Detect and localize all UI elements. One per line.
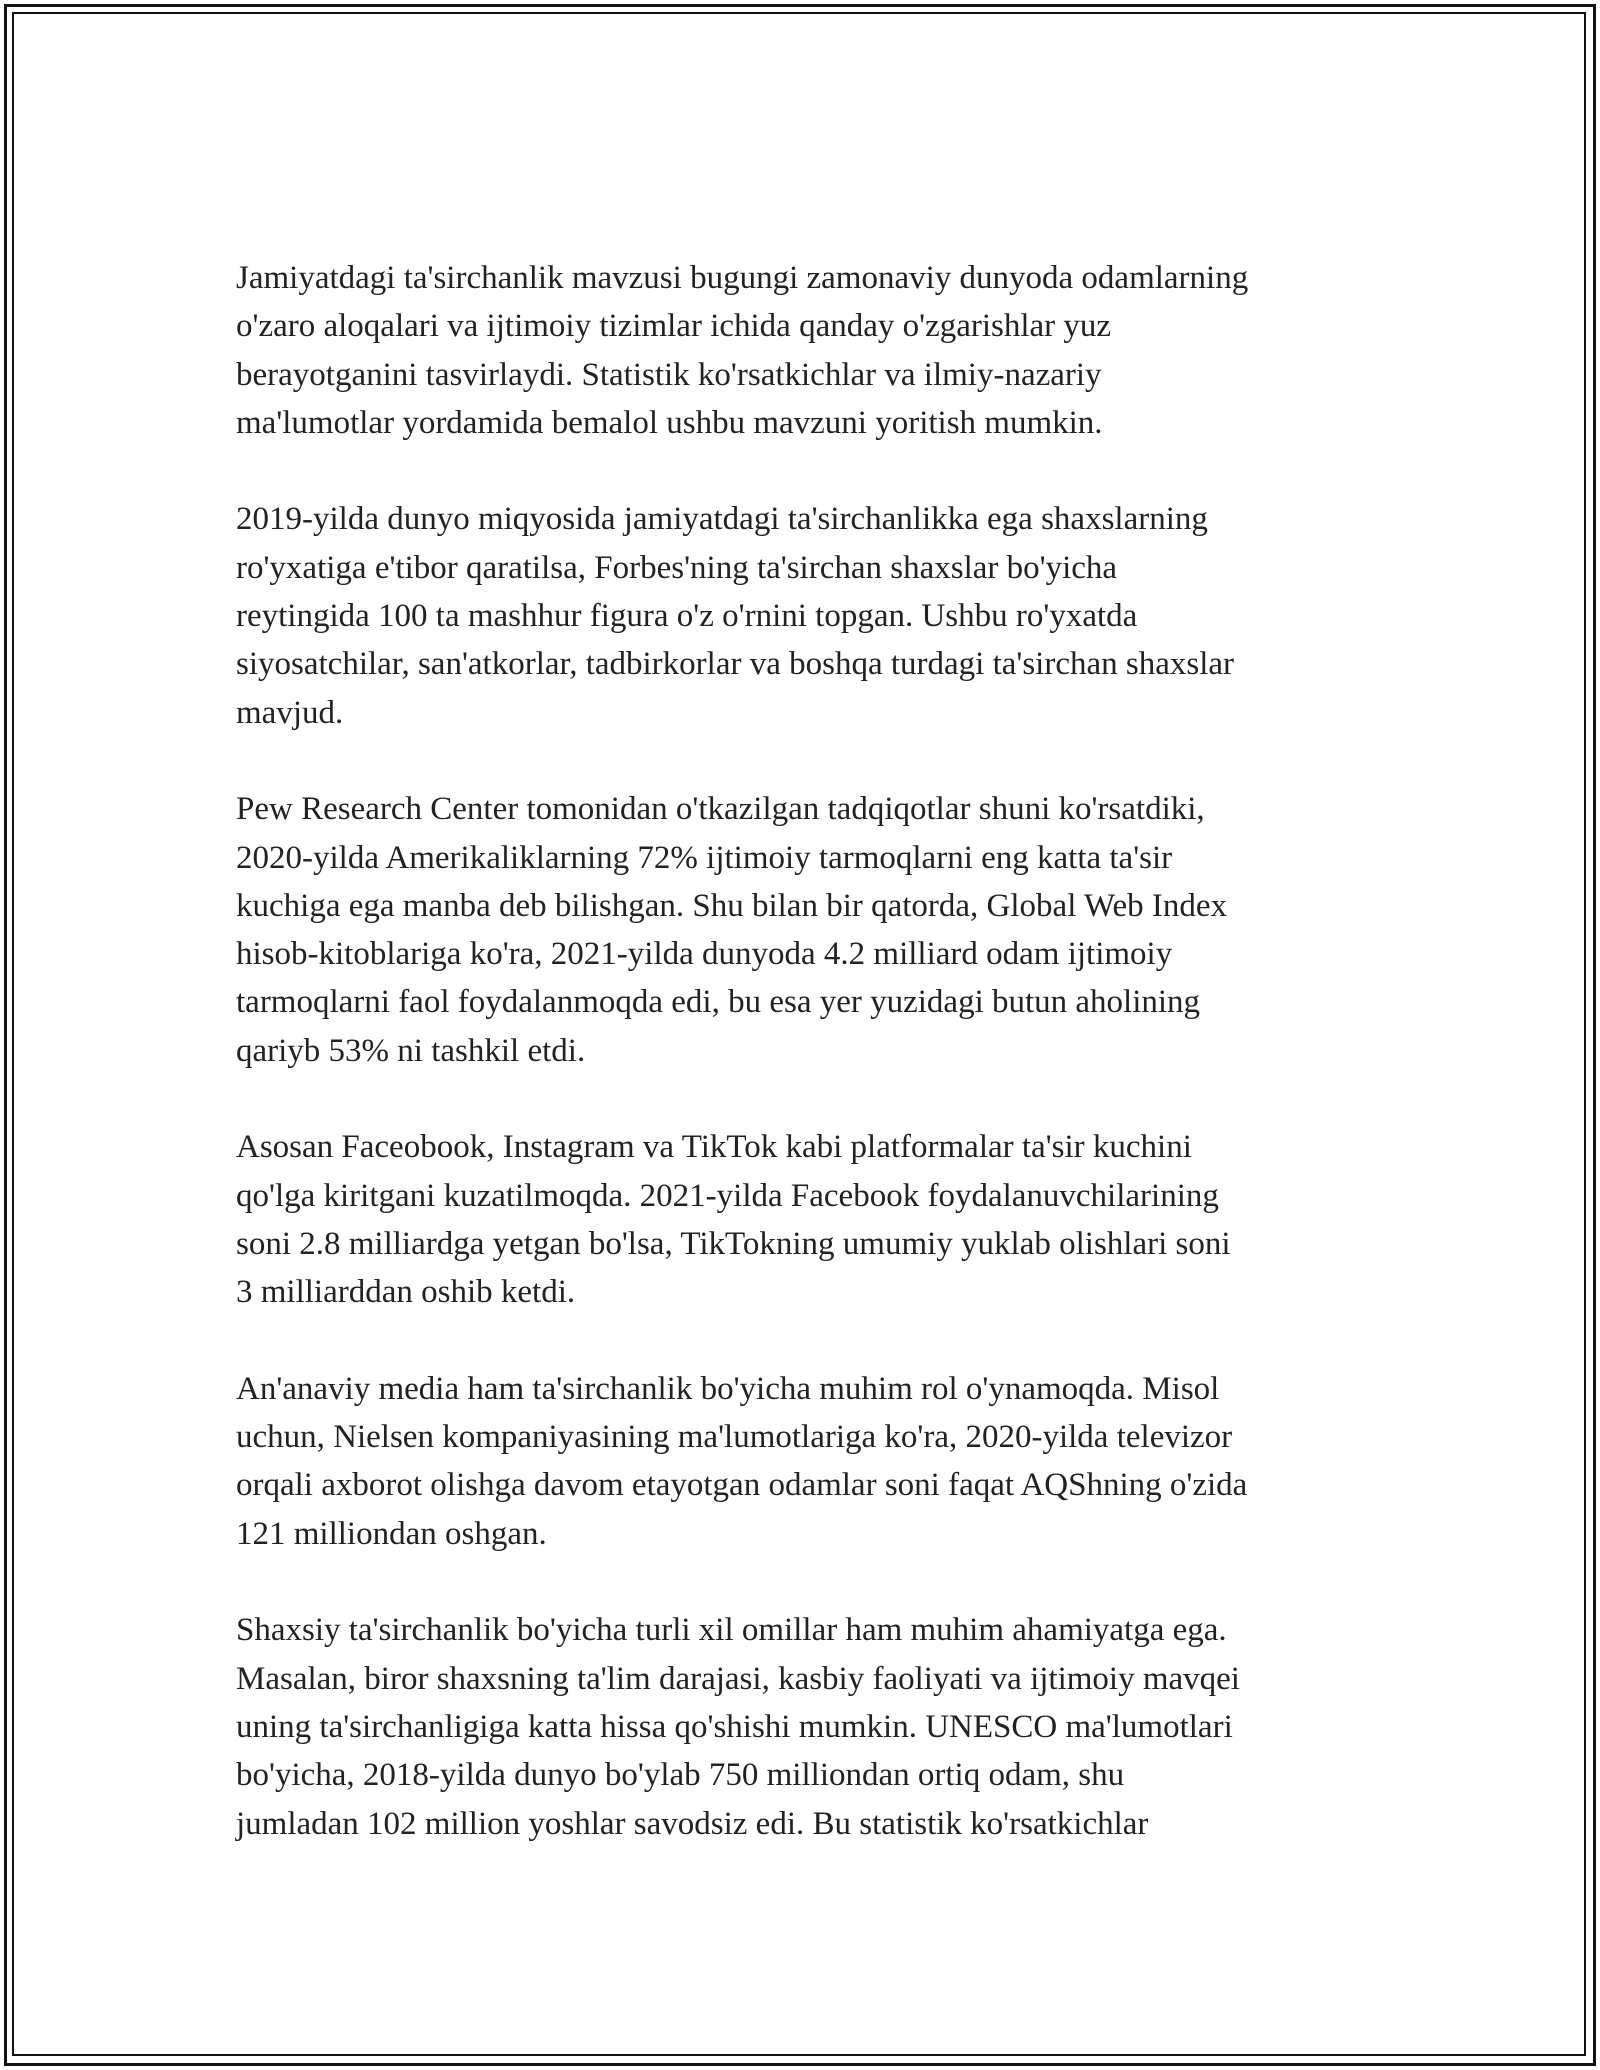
paragraph-traditional-media: An'anaviy media ham ta'sirchanlik bo'yicha muhim rol o'ynamoqda. Misol uchun, Nielsen kompaniyasining ma'lumotlariga ko'ra, 2020-yilda televizor orqali axborot olishga davom etayotgan odamlar soni faqat AQShning o'zida 121 milliondan oshgan. [236, 1370, 1248, 1552]
paragraph-intro: Jamiyatdagi ta'sirchanlik mavzusi bugungi zamonaviy dunyoda odamlarning o'zaro aloqalari va ijtimoiy tizimlar ichida qanday o'zgarishlar yuz berayotganini tasvirlaydi. Statistik ko'rsatkichlar va ilmiy-nazariy ma'lumotlar yordamida bemalol ushbu mavzuni yoritish mumkin. [236, 260, 1249, 441]
paragraph-forbes: 2019-yilda dunyo miqyosida jamiyatdagi ta'sirchanlikka ega shaxslarning ro'yxatiga e'tibor qaratilsa, Forbes'ning ta'sirchan shaxslar bo'yicha reytingida 100 ta mashhur figura o'z o'rnini topgan. Ushbu ro'yxatda siyosatchilar, san'atkorlar, tadbirkorlar va boshqa turdagi ta'sirchan shaxslar mavjud. [236, 501, 1235, 731]
paragraph-pew-research: Pew Research Center tomonidan o'tkazilgan tadqiqotlar shuni ko'rsatdiki, 2020-yilda Amerikaliklarning 72% ijtimoiy tarmoqlarni eng katta ta'sir kuchiga ega manba deb bilishgan. Shu bilan bir qatorda, Global Web Index hisob-kitoblariga ko'ra, 2021-yilda dunyoda 4.2 milliard odam ijtimoiy tarmoqlarni faol foydalanmoqda edi, bu esa yer yuzidagi butun aholining qariyb 53% ni tashkil etdi. [236, 791, 1228, 1069]
paragraph-personal-influence: Shaxsiy ta'sirchanlik bo'yicha turli xil omillar ham muhim ahamiyatga ega. Masalan, biror shaxsning ta'lim darajasi, kasbiy faoliyati va ijtimoiy mavqei uning ta'sirchanligiga katta hissa qo'shishi mumkin. UNESCO ma'lumotlari bo'yicha, 2018-yilda dunyo bo'ylab 750 milliondan ortiq odam, shu jumladan 102 million yoshlar savodsiz edi. Bu statistik ko'rsatkichlar [236, 1612, 1240, 1842]
paragraph-platforms: Asosan Faceobook, Instagram va TikTok kabi platformalar ta'sir kuchini qo'lga kiritgani kuzatilmoqda. 2021-yilda Facebook foydalanuvchilarining soni 2.8 milliardga yetgan bo'lsa, TikTokning umumiy yuklab olishlari soni 3 milliarddan oshib ketdi. [236, 1129, 1231, 1311]
document-body [236, 254, 1366, 1896]
